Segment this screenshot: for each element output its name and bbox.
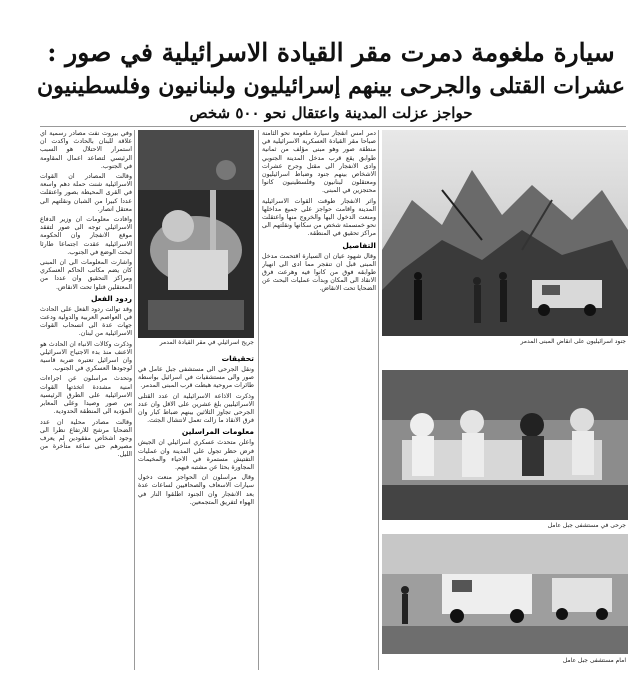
paragraph: وقالت المصادر ان القوات الاسرائيلية شنت حملة دهم واسعة في القرى المحيطة بصور واعتقلت عددا كبيرا من الشبان ونقلتهم الى معتقل انصار.	[40, 173, 132, 213]
paragraph: وذكرت وكالات الانباء ان الحادث هو الاعنف منذ بدء الاجتياح الاسرائيلي وان اسرائيل تعتبره ضربة قاسية لوجودها العسكري في الجنوب.	[40, 340, 132, 373]
article-column-3	[40, 130, 132, 675]
paragraph: وقالت مصادر محلية ان عدد الضحايا مرشح للارتفاع نظرا الى وجود اشخاص مفقودين لم يعرف مصيرهم حتى ساعة متأخرة من الليل.	[40, 418, 132, 459]
photo-street	[382, 534, 628, 654]
column-rule	[378, 130, 379, 670]
subhead-inquiries: تحقيقات	[221, 354, 254, 363]
paragraph: واثر الانفجار طوقت القوات الاسرائيلية المدينة واقامت حواجز على جميع مداخلها ومنعت الدخول اليها والخروج منها واعتقلت نحو خمسمئة شخص من سكانها ونقلتهم الى مراكز تحقيق في المنطقة.	[262, 197, 376, 238]
paragraph: دمر امس انفجار سيارة ملغومة نحو الثامنة صباحا مقر القيادة العسكرية الاسرائيلية في منطقة صور وهو مبنى مؤلف من ثمانية طوابق يقع قرب مدخل المدينة الجنوبي وادى الانفجار الى مقتل وجرح عشرات الاشخاص بينهم جنود وضباط اسرائيليون ومعتقلون لبنانيون وفلسطينيون كانوا محتجزين في المبنى.	[262, 130, 376, 195]
subhead-reactions: ردود الفعل	[90, 293, 132, 303]
column-rule	[258, 130, 259, 670]
paragraph: ونقل الجرحى الى مستشفى جبل عامل في صور والى مستشفيات في اسرائيل بواسطة طائرات مروحية هبطت قرب المبنى المدمر.	[138, 366, 254, 390]
caption-hospital: جرحى في مستشفى جبل عامل	[547, 522, 626, 529]
photo-rubble	[382, 130, 628, 336]
article-column-1	[262, 130, 376, 675]
paragraph: واشارت المعلومات الى ان المبنى كان يضم مكاتب الحاكم العسكري ومراكز التحقيق وان عددا من المعتقلين قتلوا تحت الانقاض.	[40, 259, 132, 291]
caption-rubble: جنود اسرائيليون على انقاض المبنى المدمر	[520, 338, 626, 345]
photo-wounded	[138, 130, 254, 338]
paragraph: وقد توالت ردود الفعل على الحادث في العواصم العربية والدولية ودعت جهات عدة الى انسحاب القوات الاسرائيلية من لبنان.	[40, 305, 132, 338]
subhead-correspondents: معلومات المراسلين	[181, 427, 254, 437]
photo-hospital	[382, 370, 628, 520]
headline-secondary: عشرات القتلى والجرحى بينهم إسرائيليون ولبنانيون وفلسطينيون	[37, 73, 625, 99]
paragraph: وقال مراسلون ان الحواجز منعت دخول سيارات الاسعاف والصحافيين لساعات عدة بعد الانفجار وان الجنود اطلقوا النار في الهواء لتفريق المتجمعين.	[138, 474, 254, 506]
paragraph: وقال شهود عيان ان السيارة اقتحمت مدخل المبنى قبل ان تنفجر مما ادى الى انهيار طوابقه فوق من كانوا فيه وهرعت فرق الانقاذ الى المكان وبدأت عمليات البحث عن الضحايا تحت الانقاض.	[262, 252, 376, 293]
headline-subtitle: حواجز عزلت المدينة واعتقال نحو ٥٠٠ شخص	[189, 104, 473, 122]
caption-wounded: جريح اسرائيلي في مقر القيادة المدمر	[159, 339, 254, 346]
caption-street: امام مستشفى جبل عامل	[562, 657, 626, 664]
subhead-details: التفاصيل	[342, 240, 376, 250]
headline-main: سيارة ملغومة دمرت مقر القيادة الاسرائيلية في صور :	[47, 38, 615, 67]
paragraph: واعلن متحدث عسكري اسرائيلي ان الجيش فرض حظر تجول على المدينة وان عمليات التفتيش مستمرة في الاحياء والمخيمات المجاورة بحثا عن مشتبه فيهم.	[138, 439, 254, 472]
paragraph: وتحدث مراسلون عن اجراءات امنية مشددة اتخذتها القوات الاسرائيلية على الطرق الرئيسية بين صور وصيدا وعلى المعابر المؤدية الى المنطقة الحدودية.	[40, 375, 132, 416]
paragraph: وافادت معلومات ان وزير الدفاع الاسرائيلي توجه الى صور لتفقد موقع الانفجار وان الحكومة الاسرائيلية عقدت اجتماعا طارئا لبحث الوضع في الجنوب.	[40, 216, 132, 256]
article-column-2	[138, 352, 254, 675]
paragraph: وذكرت الاذاعة الاسرائيلية ان عدد القتلى الاسرائيليين بلغ عشرين على الاقل وان عدد الجرحى تجاوز الثلاثين بينهم ضباط كبار وان فرق الانقاذ ما زالت تعمل لانتشال الجثث.	[138, 392, 254, 425]
column-rule	[134, 130, 135, 670]
headline-divider	[40, 126, 626, 127]
paragraph: وفي بيروت نفت مصادر رسمية اي علاقة للبنان بالحادث واكدت ان استمرار الاحتلال هو السبب الرئيسي لتصاعد اعمال المقاومة في الجنوب.	[40, 130, 132, 170]
